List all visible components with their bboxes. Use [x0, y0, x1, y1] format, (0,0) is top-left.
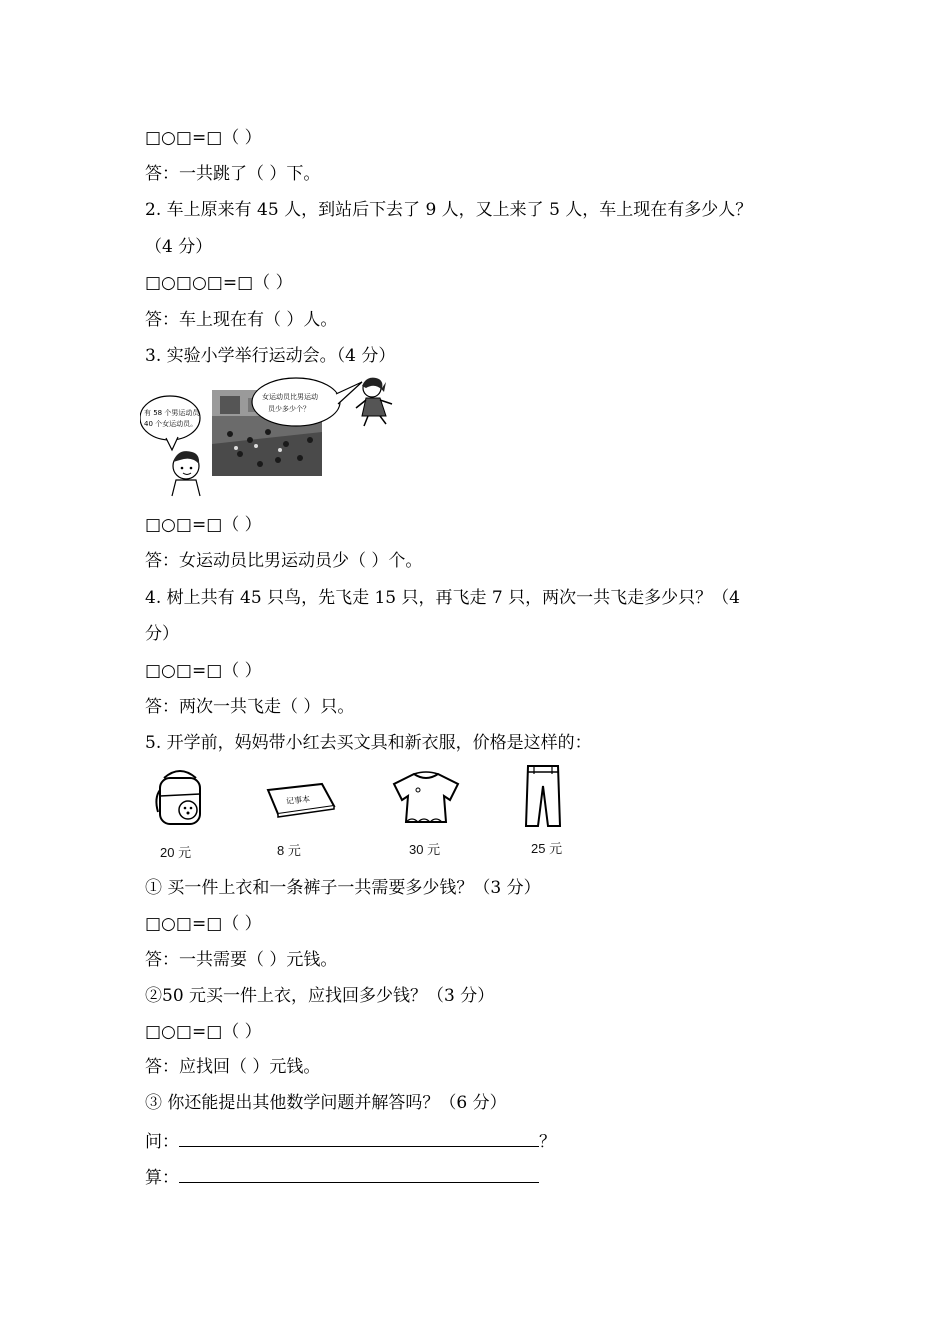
calc-answer-line[interactable] [179, 1164, 539, 1183]
ask-row [145, 1128, 556, 1153]
girl-bubble-line1: 女运动员比男运动 [262, 393, 318, 401]
question-5: 5. 开学前，妈妈带小红去买文具和新衣服，价格是这样的： [145, 733, 592, 753]
question-5-2: ②50 元买一件上衣，应找回多少钱？（3 分） [145, 986, 495, 1006]
equation-5-2: □○□=□（ ） [145, 1022, 262, 1042]
calc-label: 算： [145, 1168, 179, 1188]
question-5-3: ③ 你还能提出其他数学问题并解答吗？（6 分） [145, 1093, 507, 1113]
answer-2: 答：车上现在有（ ）人。 [145, 310, 338, 330]
backpack-icon [150, 768, 212, 828]
notebook-cover-text: 记事本 [285, 794, 311, 807]
answer-1: 答：一共跳了（ ）下。 [145, 164, 321, 184]
question-5-1: ① 买一件上衣和一条裤子一共需要多少钱？（3 分） [145, 878, 541, 898]
boy-bubble-line2: 40 个女运动员。 [144, 420, 198, 428]
backpack-price: 20 元 [160, 845, 192, 860]
question-2-score: （4 分） [145, 237, 213, 257]
ask-answer-line[interactable] [179, 1128, 539, 1147]
equation-1: □○□=□（ ） [145, 128, 262, 148]
equation-4: □○□=□（ ） [145, 661, 262, 681]
shirt-price: 30 元 [409, 842, 441, 857]
pants-icon [520, 764, 566, 828]
ask-question-mark: ？ [539, 1132, 556, 1152]
pants-price: 25 元 [531, 841, 563, 856]
question-2: 2. 车上原来有 45 人，到站后下去了 9 人，又上来了 5 人，车上现在有多少人？ [145, 200, 753, 220]
question-3: 3. 实验小学举行运动会。（4 分） [145, 346, 396, 366]
question-4-score: 分） [145, 624, 179, 644]
boy-figure [172, 451, 200, 496]
answer-4: 答：两次一共飞走（ ）只。 [145, 697, 355, 717]
ask-label: 问： [145, 1132, 179, 1152]
notebook-icon [266, 782, 336, 818]
equation-5-1: □○□=□（ ） [145, 914, 262, 934]
question-4: 4. 树上共有 45 只鸟，先飞走 15 只，再飞走 7 只，两次一共飞走多少只？（4 [145, 588, 740, 608]
boy-speech-bubble [140, 396, 200, 440]
notebook-price: 8 元 [277, 843, 301, 858]
equation-3: □○□=□（ ） [145, 515, 262, 535]
boy-bubble-line1: 有 58 个男运动员 [144, 409, 200, 417]
equation-2: □○□○□=□（ ） [145, 273, 293, 293]
girl-figure [356, 378, 392, 426]
shirt-icon [388, 768, 464, 828]
girl-speech-bubble [252, 378, 340, 426]
girl-bubble-line2: 员少多少个？ [268, 405, 310, 413]
calc-row [145, 1164, 539, 1189]
answer-5-2: 答：应找回（ ）元钱。 [145, 1057, 321, 1077]
answer-5-1: 答：一共需要（ ）元钱。 [145, 950, 338, 970]
sports-meet-illustration [140, 374, 410, 498]
answer-3: 答：女运动员比男运动员少（ ）个。 [145, 551, 423, 571]
